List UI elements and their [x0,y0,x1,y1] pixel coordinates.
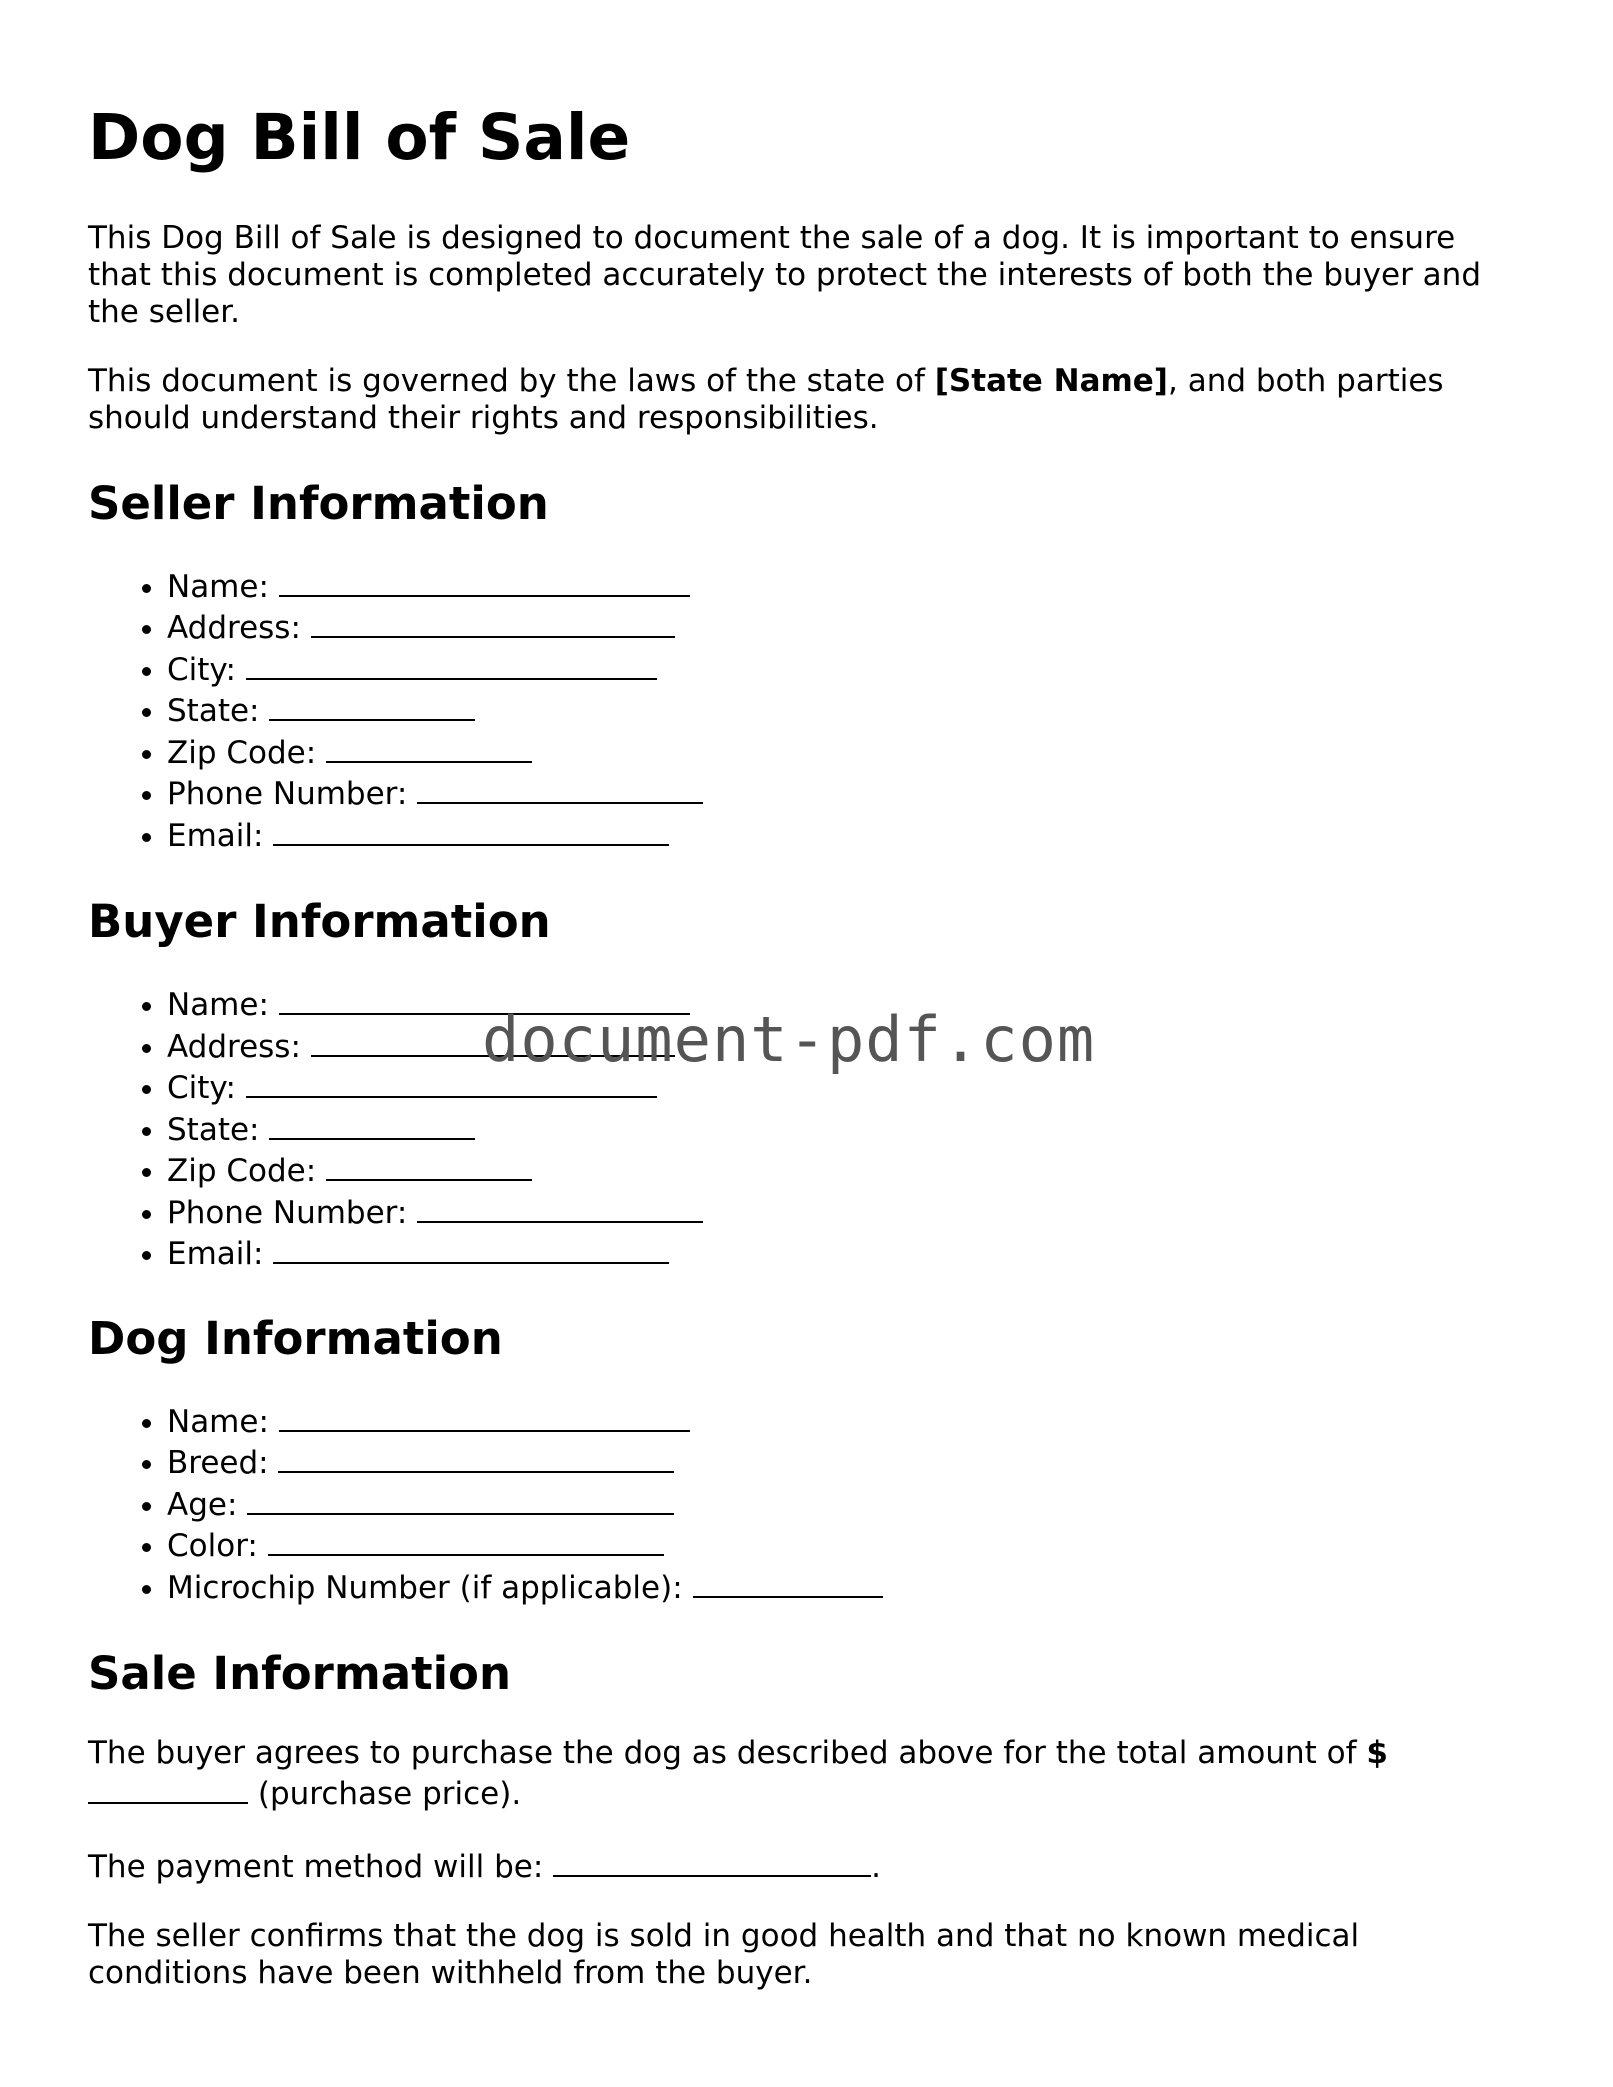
seller-city-field [167,648,1528,690]
field-label: Address: [167,610,301,647]
buyer-address-field [167,1025,1528,1067]
seller-address-field [167,606,1528,648]
field-label: Breed: [167,1445,269,1482]
governing-law-paragraph [88,363,1528,437]
buyer-heading: Buyer Information [88,895,551,949]
field-label: Name: [167,987,269,1024]
state-name-placeholder: [State Name] [934,362,1168,399]
blank-line [278,1441,674,1473]
intro-paragraph: This Dog Bill of Sale is designed to document the sale of a dog. It is important to ensure that this document is completed accurately to protect the interests of both the buyer and the seller. [88,219,1482,330]
dog-name-field [167,1400,1528,1442]
dog-fields-list [88,1400,1528,1608]
buyer-zip-field [167,1149,1528,1191]
field-label: Zip Code: [167,734,317,771]
field-label: Email: [167,817,264,854]
field-label: Name: [167,1403,269,1440]
payment-method-paragraph [88,1845,1528,1886]
field-label: Color: [167,1528,258,1565]
dollar-sign: $ [1366,1735,1388,1772]
blank-line [326,1149,532,1181]
blank-line [279,1400,690,1432]
dog-breed-field [167,1441,1528,1483]
blank-line [246,1066,657,1098]
page-title: Dog Bill of Sale [88,101,631,174]
price-blank-line [88,1772,248,1804]
field-label: City: [167,1070,236,1107]
blank-line [246,648,657,680]
buyer-state-field [167,1108,1528,1150]
dog-heading: Dog Information [88,1311,503,1365]
blank-line [279,983,690,1015]
purchase-price-paragraph [88,1735,1528,1813]
blank-line [268,1524,664,1556]
field-label: City: [167,651,236,688]
buyer-phone-field [167,1191,1528,1233]
watermark: document-pdf.com [482,1003,1096,1076]
buyer-city-field [167,1066,1528,1108]
seller-zip-field [167,731,1528,773]
governing-law-text-start: This document is governed by the laws of the state of [88,362,935,399]
payment-method-text: The payment method will be: [88,1849,554,1886]
blank-line [273,1232,669,1264]
seller-name-field [167,565,1528,607]
buyer-email-field [167,1232,1528,1274]
buyer-fields-list [88,983,1528,1274]
blank-line [279,565,690,597]
seller-phone-field [167,772,1528,814]
dog-microchip-field [167,1566,1528,1608]
field-label: Age: [167,1486,238,1523]
blank-line [417,1191,703,1223]
blank-line [269,1108,475,1140]
blank-line [693,1566,883,1598]
blank-line [273,814,669,846]
sale-heading: Sale Information [88,1647,511,1701]
purchase-price-suffix: (purchase price). [248,1776,522,1813]
field-label: Zip Code: [167,1153,317,1190]
field-label: State: [167,1111,260,1148]
field-label: Microchip Number (if applicable): [167,1569,683,1606]
health-statement-paragraph: The seller confirms that the dog is sold in good health and that no known medical conditions have been withheld from the buyer. [88,1918,1360,1992]
field-label: Email: [167,1236,264,1273]
buyer-name-field [167,983,1528,1025]
field-label: Address: [167,1028,301,1065]
blank-line [247,1483,674,1515]
seller-email-field [167,814,1528,856]
purchase-price-text: The buyer agrees to purchase the dog as described above for the total amount of [88,1735,1367,1772]
blank-line [311,606,675,638]
field-label: Phone Number: [167,1194,408,1231]
payment-method-suffix: . [871,1849,881,1886]
dog-color-field [167,1524,1528,1566]
seller-state-field [167,689,1528,731]
field-label: Name: [167,568,269,605]
seller-fields-list [88,565,1528,856]
payment-blank-line [553,1845,871,1877]
blank-line [326,731,532,763]
field-label: Phone Number: [167,776,408,813]
dog-age-field [167,1483,1528,1525]
document-page [88,100,1528,1992]
blank-line [417,772,703,804]
governing-law-text-end: , and both parties should understand their rights and responsibilities. [88,362,1444,436]
blank-line [269,689,475,721]
seller-heading: Seller Information [88,476,549,530]
field-label: State: [167,693,260,730]
blank-line [311,1025,675,1057]
